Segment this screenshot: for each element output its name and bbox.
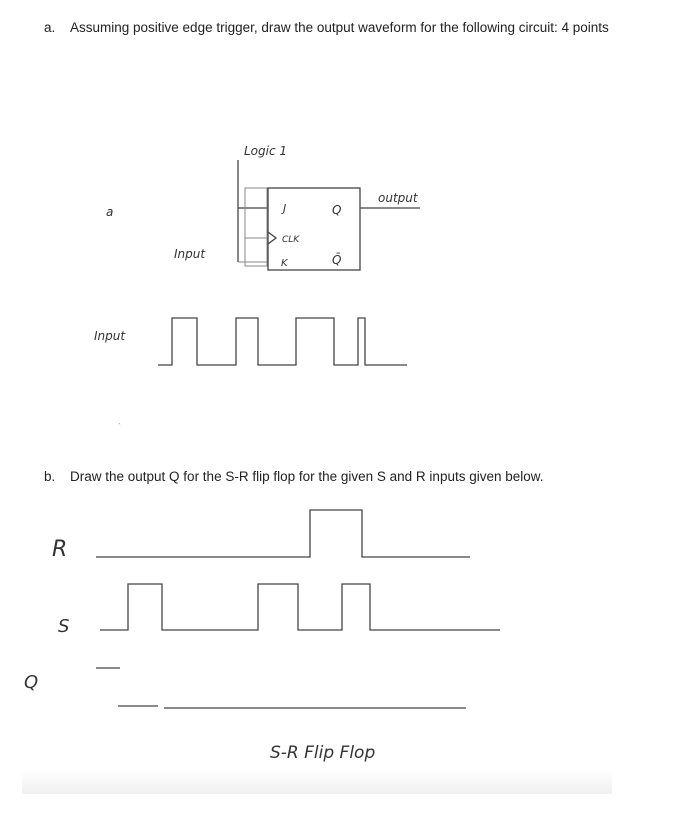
input-waveform bbox=[158, 318, 407, 365]
a-label: a bbox=[106, 205, 114, 219]
pin-j: J bbox=[283, 202, 287, 215]
pin-q: Q bbox=[332, 203, 342, 217]
waveform-input-label: Input bbox=[94, 329, 126, 343]
stray-mark: ` bbox=[118, 422, 121, 432]
q-label: Q bbox=[24, 672, 39, 693]
r-waveform bbox=[96, 510, 470, 557]
s-waveform bbox=[100, 584, 500, 630]
question-b-text: Draw the output Q for the S-R flip flop for the given S and R inputs given below. bbox=[70, 469, 544, 484]
question-b-label: b. bbox=[44, 469, 56, 484]
question-a-text: Assuming positive edge trigger, draw the output waveform for the following circuit: 4 points bbox=[70, 20, 609, 35]
r-label: R bbox=[52, 537, 68, 562]
sr-waveforms bbox=[24, 510, 500, 763]
pin-clk: CLK bbox=[282, 235, 300, 245]
jk-flip-flop-circuit bbox=[238, 160, 420, 270]
clock-triangle bbox=[268, 232, 276, 244]
sr-caption: S-R Flip Flop bbox=[270, 743, 376, 763]
question-a-label: a. bbox=[44, 20, 56, 35]
s-label: S bbox=[58, 616, 70, 637]
circuit-input-label: Input bbox=[174, 247, 206, 261]
pin-k: K bbox=[281, 258, 288, 269]
output-label: output bbox=[378, 191, 418, 205]
bottom-shade bbox=[22, 770, 612, 794]
logic-1-label: Logic 1 bbox=[244, 144, 288, 158]
pin-qbar: Q̄ bbox=[332, 253, 342, 267]
input-wire-box bbox=[245, 188, 267, 266]
